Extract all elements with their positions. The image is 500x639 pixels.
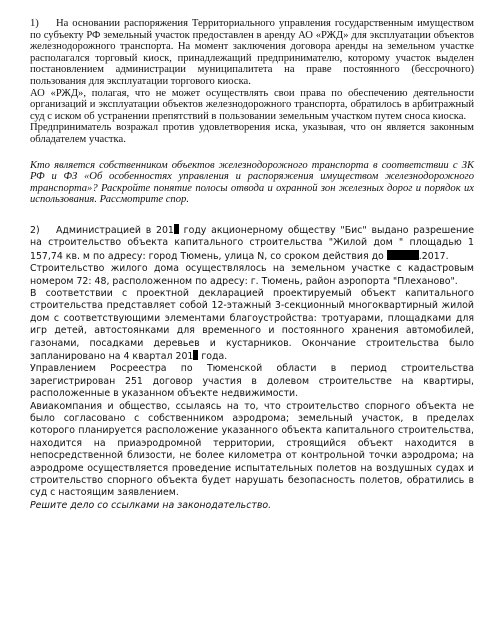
problem-1-paragraph-1-text: На основании распоряжения Территориального управления государственным имуществом по субъекту РФ земельный участок предоставлен в аренду АО «РЖД» для эксплуатации объектов железнодорожного транспорта. На момент заключения договора аренды на земельном участке располагался торговый киоск, принадлежащий предпринимателю, которому участок выделен постановлением администрации муниципалитета на праве постоянного (бессрочного) пользования для эксплуатации торгового киоска.	[30, 18, 474, 87]
problem-2-number: 2)	[30, 224, 40, 236]
problem-2-paragraph-1-part-b: году акционерному обществу "Бис" выдано разрешение на строительство объекта капитального строительства "Жилой дом " площадью 1 157,74 кв. м по адресу: город Тюмень, улица N, со сроком действия до	[30, 224, 474, 262]
problem-2-paragraph-3-part-b: года.	[198, 350, 228, 362]
problem-1-paragraph-3: Предприниматель возражал против удовлетворения иска, указывая, что он является законным обладателем участка.	[30, 122, 474, 145]
problem-1-paragraph-1	[30, 18, 474, 88]
problem-2-paragraph-5: Авиакомпания и общество, ссылаясь на то, что строительство спорного объекта не было согласовано с собственником аэродрома; земельный участок, в пределах которого планируется расположение указанного объекта капитального строительства, находится на приаэродромной территории, строящийся объект находится в непосредственной близости, не более километра от контрольной точки аэродрома; на аэродроме осуществляется проведение испытательных полетов на воздушных судах и строительство спорного объекта будет нарушать безопасность полетов, обратились в суд с настоящим заявлением.	[30, 400, 474, 499]
problem-2	[30, 224, 474, 512]
problem-2-paragraph-3-part-a: В соответствии с проектной декларацией проектируемый объект капитального строительства представляет собой 12-этажный 3-секционный многоквартирный жилой дом с соответствующими элементами благоустройства: тротуарами, площадками для игр детей, автостоянками для временного и постоянного хранения автомобилей, газонами, посадками деревьев и кустарников. Окончание строительства было запланировано на 4 квартал 201	[30, 287, 474, 362]
problem-2-paragraph-1-part-a: Администрацией в 201	[56, 224, 174, 236]
problem-2-paragraph-1-part-c: .2017.	[418, 250, 449, 262]
problem-2-paragraph-2: Строительство жилого дома осуществлялось на земельном участке с кадастровым номером 72: 48, расположенном по адресу: г. Тюмень, район аэропорта "Плеханово".	[30, 263, 474, 287]
problem-1-number: 1)	[30, 18, 39, 29]
problem-2-task: Решите дело со ссылками на законодательство.	[30, 499, 272, 511]
problem-2-paragraph-4: Управлением Росреестра по Тюменской области в период строительства зарегистрирован 251 договор участия в долевом строительстве на квартиры, расположенные в указанном объекте недвижимости.	[30, 363, 474, 400]
redaction-mark	[387, 250, 419, 260]
problem-1-paragraph-2: АО «РЖД», полагая, что не может осуществлять свои права по обеспечению деятельности организаций и эксплуатации объектов железнодорожного транспорта, обратилось в арбитражный суд с иском об устранении препятствий в пользовании земельным участком путем сноса киоска.	[30, 87, 474, 122]
problem-1-task: Кто является собственником объектов железнодорожного транспорта в соответствии с ЗК РФ и ФЗ «Об особенностях управления и распоряжения имуществом железнодорожного транспорта»? Раскройте понятие полосы отвода и охранной зон железных дорог и порядок их использования. Рассмотрите спор.	[30, 159, 474, 206]
problem-2-paragraph-3	[30, 288, 474, 363]
problem-1	[30, 18, 474, 206]
problem-2-paragraph-1	[30, 224, 474, 263]
